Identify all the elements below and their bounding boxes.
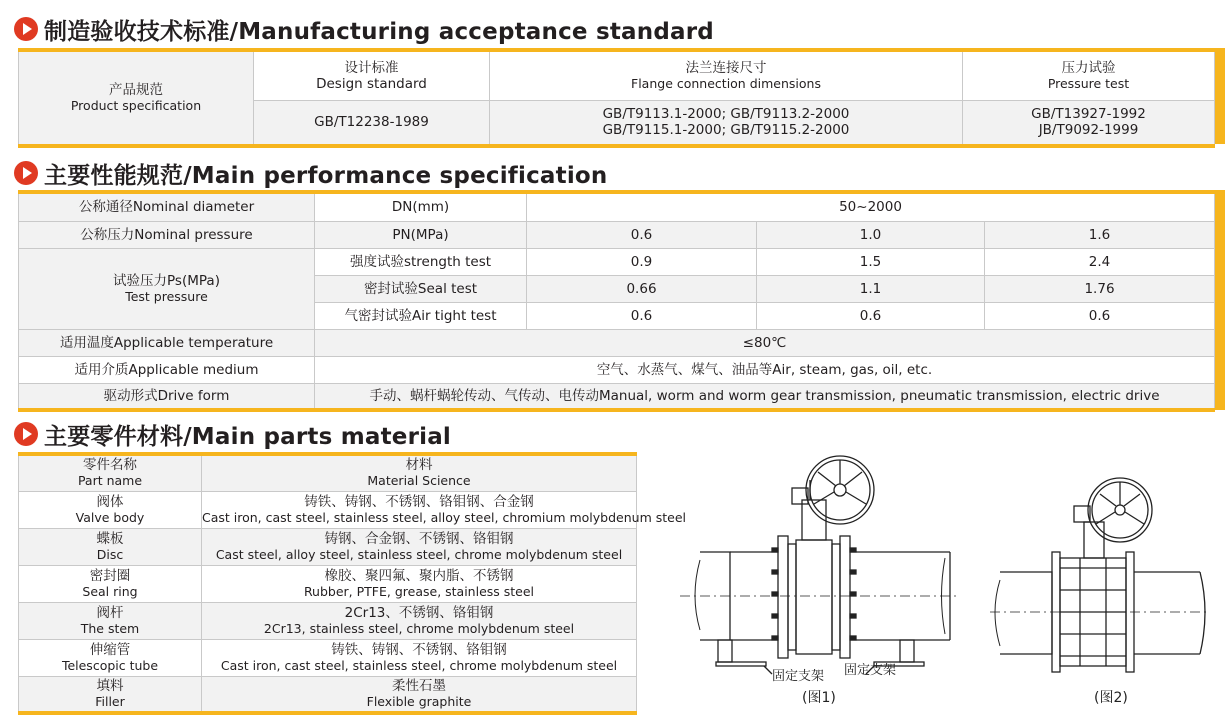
material-cn: 铸铁、铸钢、不锈钢、铬钼钢 xyxy=(331,641,507,658)
part-name-cn: 密封圈 xyxy=(89,567,131,584)
part-name-cell xyxy=(19,676,202,713)
table-row xyxy=(19,528,637,565)
part-name-cn: 蝶板 xyxy=(96,530,124,547)
table-row xyxy=(19,565,637,602)
material-cn: 铸铁、铸钢、不锈钢、铬钼钢、合金钢 xyxy=(304,493,534,510)
seal-value: 1.1 xyxy=(757,275,985,302)
flange-value-1: GB/T9113.1-2000; GB/T9113.2-2000 xyxy=(602,106,850,123)
figure-1-drawing xyxy=(680,456,960,674)
air-value: 0.6 xyxy=(757,302,985,329)
material-cn: 材料 xyxy=(405,457,433,474)
pressure-value-2: JB/T9092-1999 xyxy=(1038,122,1139,139)
air-test-label: 气密封试验Air tight test xyxy=(315,302,527,329)
part-name-cell xyxy=(19,639,202,676)
acceptance-table xyxy=(18,48,1215,148)
product-spec-cn: 产品规范 xyxy=(109,82,163,98)
section-title: 制造验收技术标准/Manufacturing acceptance standard xyxy=(44,18,714,45)
part-name-cn: 零件名称 xyxy=(83,457,137,474)
test-pressure-en: Test pressure xyxy=(125,288,208,304)
material-cn: 橡胶、聚四氟、聚内脂、不锈钢 xyxy=(324,567,514,584)
temperature-label: 适用温度Applicable temperature xyxy=(19,329,315,356)
material-cell xyxy=(202,565,637,602)
fixed-support-label-2: 固定支架 xyxy=(844,663,897,678)
part-name-cell xyxy=(19,528,202,565)
material-cn: 铸钢、合金钢、不锈钢、铬钼钢 xyxy=(324,530,514,547)
product-spec-cell xyxy=(19,50,254,146)
play-bullet-icon xyxy=(14,161,38,185)
pn-value: 0.6 xyxy=(527,221,757,248)
material-cn: 2Cr13、不锈钢、铬钼钢 xyxy=(344,604,494,621)
test-pressure-cn: 试验压力Ps(MPa) xyxy=(113,272,220,289)
figure-2-drawing xyxy=(990,478,1208,672)
material-cell xyxy=(202,639,637,676)
play-bullet-icon xyxy=(14,422,38,446)
design-value: GB/T12238-1989 xyxy=(254,100,490,146)
material-en: Cast iron, cast steel, stainless steel, chrome molybdenum steel xyxy=(220,657,618,673)
part-name-cn: 伸缩管 xyxy=(89,641,131,658)
pressure-en: Pressure test xyxy=(1047,75,1130,91)
product-spec-en: Product specification xyxy=(70,98,202,113)
section-heading-parts xyxy=(14,417,451,451)
installation-drawings xyxy=(660,440,1215,720)
drive-label: 驱动形式Drive form xyxy=(19,383,315,410)
material-cell xyxy=(202,676,637,713)
table-row xyxy=(19,491,637,528)
design-en: Design standard xyxy=(316,75,427,92)
table-row xyxy=(19,639,637,676)
seal-test-label: 密封试验Seal test xyxy=(315,275,527,302)
pressure-header xyxy=(963,50,1215,100)
flange-en: Flange connection dimensions xyxy=(631,75,821,91)
flange-value-2: GB/T9115.1-2000; GB/T9115.2-2000 xyxy=(602,122,850,139)
medium-value: 空气、水蒸气、煤气、油品等Air, steam, gas, oil, etc. xyxy=(315,356,1215,383)
temperature-value: ≤80℃ xyxy=(315,329,1215,356)
parts-table xyxy=(18,452,686,715)
part-name-cn: 阀杆 xyxy=(96,604,124,621)
part-name-cell xyxy=(19,491,202,528)
play-bullet-icon xyxy=(14,17,38,41)
material-cell xyxy=(202,491,686,528)
part-name-header xyxy=(19,454,202,491)
pressure-cn: 压力试验 xyxy=(1061,59,1116,76)
section-heading-performance xyxy=(14,156,608,190)
strength-value: 0.9 xyxy=(527,248,757,275)
part-name-en: Telescopic tube xyxy=(61,657,159,673)
material-cn: 柔性石墨 xyxy=(392,677,446,694)
strength-value: 2.4 xyxy=(985,248,1215,275)
flange-cn: 法兰连接尺寸 xyxy=(685,59,767,76)
pn-unit: PN(MPa) xyxy=(315,221,527,248)
part-name-en: Seal ring xyxy=(82,583,138,599)
pressure-values xyxy=(963,100,1215,146)
flange-header xyxy=(490,50,963,100)
figure-2-caption: (图2) xyxy=(1094,690,1128,706)
table-row xyxy=(19,602,637,639)
part-name-cn: 填料 xyxy=(96,677,124,694)
dn-range: 50~2000 xyxy=(527,192,1215,221)
design-cn: 设计标准 xyxy=(344,59,399,76)
drive-value: 手动、蜗杆蜗轮传动、气传动、电传动Manual, worm and worm gear transmission, pneumatic transmission, electric drive xyxy=(315,383,1215,410)
performance-table xyxy=(18,190,1215,412)
part-name-en: Valve body xyxy=(75,509,145,525)
air-value: 0.6 xyxy=(527,302,757,329)
flange-values xyxy=(490,100,963,146)
test-pressure-label xyxy=(19,248,315,329)
material-en: Flexible graphite xyxy=(366,693,472,709)
material-cell xyxy=(202,528,637,565)
dn-unit: DN(mm) xyxy=(315,192,527,221)
material-en: 2Cr13, stainless steel, chrome molybdenum steel xyxy=(263,620,575,636)
pn-value: 1.0 xyxy=(757,221,985,248)
part-name-en: Filler xyxy=(95,693,125,709)
section-title: 主要性能规范/Main performance specification xyxy=(44,162,608,189)
part-name-en: Part name xyxy=(77,473,143,489)
part-name-cn: 阀体 xyxy=(96,493,124,510)
seal-value: 1.76 xyxy=(985,275,1215,302)
figure-1-caption: (图1) xyxy=(802,690,836,706)
section-title: 主要零件材料/Main parts material xyxy=(44,423,452,450)
part-name-en: The stem xyxy=(80,620,140,636)
material-cell xyxy=(202,602,637,639)
part-name-cell xyxy=(19,602,202,639)
medium-label: 适用介质Applicable medium xyxy=(19,356,315,383)
material-en: Material Science xyxy=(367,473,471,489)
nominal-pressure-label: 公称压力Nominal pressure xyxy=(19,221,315,248)
design-standard-header xyxy=(254,50,490,100)
material-en: Rubber, PTFE, grease, stainless steel xyxy=(303,583,535,599)
section-heading-acceptance xyxy=(14,12,714,46)
pressure-value-1: GB/T13927-1992 xyxy=(1031,106,1146,123)
table-row xyxy=(19,676,637,713)
strength-value: 1.5 xyxy=(757,248,985,275)
part-name-en: Disc xyxy=(96,546,124,562)
material-en: Cast iron, cast steel, stainless steel, alloy steel, chromium molybdenum steel xyxy=(202,509,686,525)
strength-test-label: 强度试验strength test xyxy=(315,248,527,275)
nominal-diameter-label: 公称通径Nominal diameter xyxy=(19,192,315,221)
part-name-cell xyxy=(19,565,202,602)
material-en: Cast steel, alloy steel, stainless steel, chrome molybdenum steel xyxy=(215,546,623,562)
pn-value: 1.6 xyxy=(985,221,1215,248)
air-value: 0.6 xyxy=(985,302,1215,329)
material-header xyxy=(202,454,637,491)
seal-value: 0.66 xyxy=(527,275,757,302)
fixed-support-label-1: 固定支架 xyxy=(772,669,825,684)
